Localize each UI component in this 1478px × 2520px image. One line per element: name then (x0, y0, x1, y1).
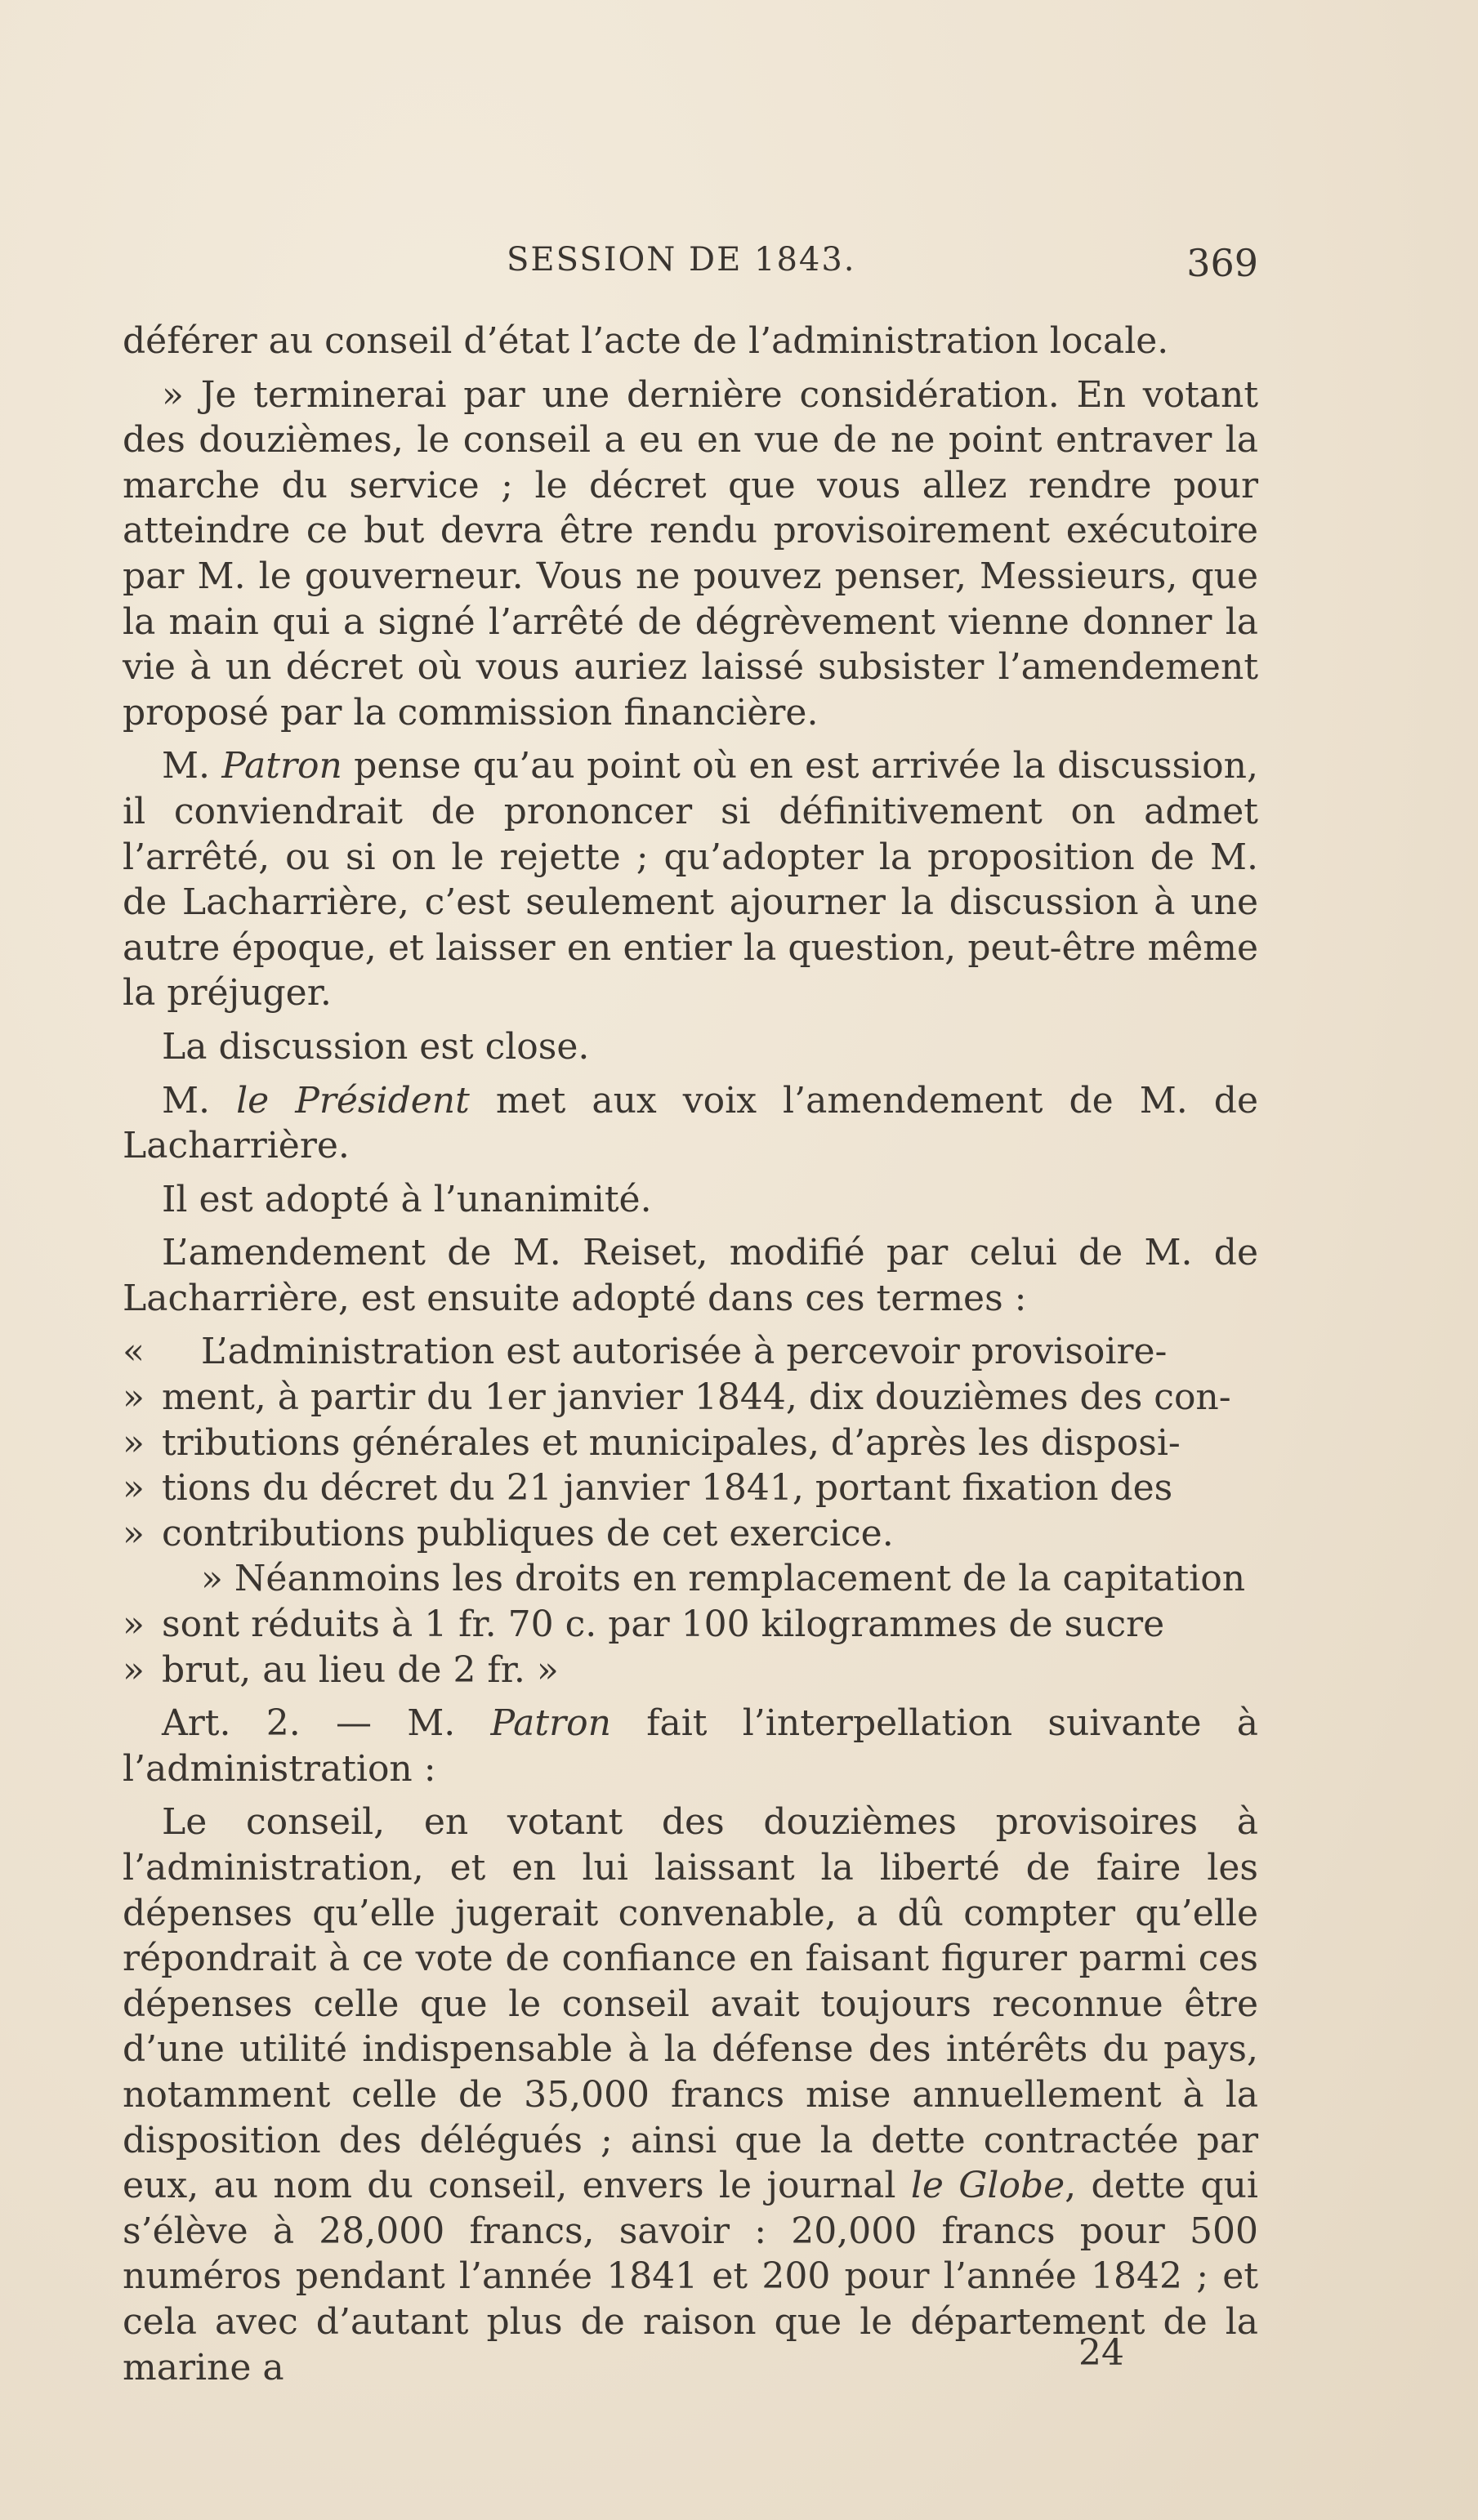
paragraph: » Je terminerai par une dernière considération. En votant des douzièmes, le conseil a eu en vue de ne point entraver la marche du service ; le décret que vous allez rendre pour atteindre ce but devra être rendu provisoirement exécutoire par M. le gouverneur. Vous ne pouvez penser, Messieurs, que la main qui a signé l’arrêté de dégrèvement vienne donner la vie à un décret où vous auriez laissé subsister l’amendement proposé par la commission financière. (123, 373, 1258, 734)
body-text (123, 319, 1258, 2398)
paragraph: L’amendement de M. Reiset, modifié par celui de M. de Lacharrière, est ensuite adopté dans ces termes : (123, 1232, 1258, 1319)
paragraph: déférer au conseil d’état l’acte de l’administration locale. (123, 320, 1169, 362)
page-number: 369 (1186, 241, 1258, 285)
guillemet: » (123, 1467, 145, 1510)
paragraph: Il est adopté à l’unanimité. (162, 1178, 652, 1220)
paragraph: M. Patron pense qu’au point où en est arrivée la discussion, il conviendrait de prononcer si définitivement on admet l’arrêté, ou si on le rejette ; qu’adopter la proposition de M. de Lacharrière, c’est seulement ajourner la discussion à une autre époque, et laisser en entier la question, peut-être même la préjuger. (123, 745, 1258, 1015)
guillemet: « (123, 1331, 145, 1373)
quote-line: » ment, à partir du 1er janvier 1844, dix douzièmes des con- (123, 1375, 1258, 1421)
paragraph: Le conseil, en votant des douzièmes provisoires à l’administration, et en lui laissant la liberté de faire les dépenses qu’elle jugerait convenable, a dû compter qu’elle répondrait à ce vote de confiance en faisant figurer parmi ces dépenses celle que le conseil avait toujours reconnue être d’une utilité indispensable à la défense des intérêts du pays, notamment celle de 35,000 francs mise annuellement à la disposition des délégués ; ainsi que la dette contractée par eux, au nom du conseil, envers le journal le Globe, dette qui s’élève à 28,000 francs, savoir : 20,000 francs pour 500 numéros pendant l’année 1841 et 200 pour l’année 1842 ; et cela avec d’autant plus de raison que le département de la marine a (123, 1801, 1258, 2388)
paragraph: Art. 2. — M. Patron fait l’interpellation suivante à l’administration : (123, 1702, 1258, 1790)
speaker-name: le Président (236, 1079, 470, 1122)
journal-name: le Globe (910, 2165, 1065, 2207)
paragraph: La discussion est close. (162, 1025, 590, 1068)
guillemet: » (123, 1648, 145, 1691)
quote-line: « L’administration est autorisée à percevoir provisoire- (123, 1329, 1258, 1375)
quote-line: » sont réduits à 1 fr. 70 c. par 100 kilogrammes de sucre (123, 1602, 1258, 1648)
quote-line: » brut, au lieu de 2 fr. » (123, 1648, 1258, 1693)
quote-line: » tributions générales et municipales, d’après les disposi- (123, 1421, 1258, 1466)
running-title: SESSION DE 1843. (507, 241, 856, 279)
quote-line: » tions du décret du 21 janvier 1841, portant fixation des (123, 1465, 1258, 1511)
paragraph: M. le Président met aux voix l’amendement de M. de Lacharrière. (123, 1079, 1259, 1167)
guillemet: » (123, 1512, 145, 1554)
guillemet: » (123, 1603, 145, 1646)
guillemet: » (123, 1421, 145, 1464)
running-head (123, 241, 1258, 298)
quoted-amendment (123, 1329, 1258, 1693)
speaker-name: Patron (490, 1702, 611, 1745)
signature-mark: 24 (1078, 2332, 1124, 2374)
speaker-name: Patron (221, 745, 342, 787)
quote-line: » Néanmoins les droits en remplacement de la capitation (201, 1558, 1246, 1600)
quote-line: » contributions publiques de cet exercice. (123, 1511, 1258, 1557)
guillemet: » (123, 1376, 145, 1419)
